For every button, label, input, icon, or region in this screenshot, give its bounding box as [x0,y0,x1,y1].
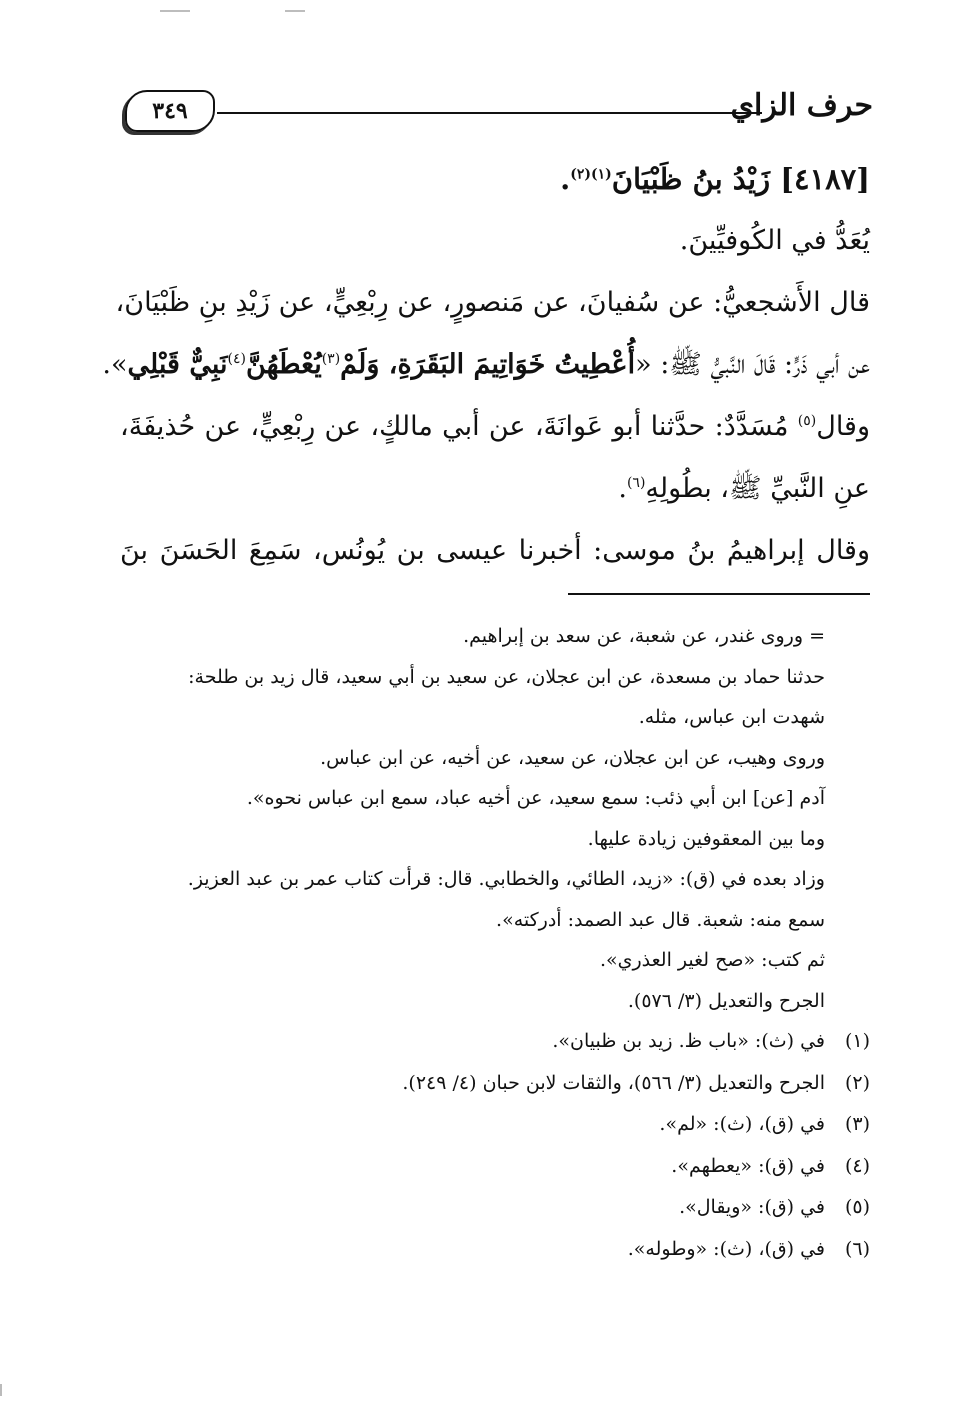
body-text-segment: يُعْطَهُنَّ [246,349,322,380]
footnote-continuation-line: سمع منه: شعبة. قال عبد الصمد: أدركته». [496,908,825,931]
main-text [102,148,870,582]
body-lines [102,210,870,582]
body-text-segment: عن أبي ذَرٍّ: قَالَ النَّبيُّ ﷺ: « [635,349,870,380]
footnote-continuation-line: حدثنا حماد بن مسعدة، عن ابن عجلان، عن سعيد بن أبي سعيد، قال زيد بن طلحة: [188,665,825,688]
footnotes-section [120,616,870,1270]
footnote-ref: (٤) [227,351,247,367]
entry-name-end: . [560,162,571,196]
entry-heading [120,148,870,210]
footnote-ref: (٦) [626,475,646,491]
body-text-segment: وقال [816,411,870,442]
footnote-continuation-line: ثم كتب: «صح لغير العذري». [599,949,825,971]
footnote [120,1021,870,1063]
footnote-continuation-line: الجرح والتعديل (٣/ ٥٧٦). [627,989,825,1012]
body-line [115,272,870,334]
body-line [102,334,870,396]
footnote-text: في (ث): «باب ظ. زيد بن ظبيان». [552,1030,825,1052]
footnote-ref: (٥) [797,413,817,429]
footnote [120,1146,870,1188]
footnote [120,1104,870,1146]
header-rule [217,112,762,114]
body-text-segment: . [618,473,627,504]
page-header [125,88,873,136]
footnote-continuation-line: = وروى غندر، عن شعبة، عن سعد بن إبراهيم. [463,625,825,647]
footnote-text: في (ق)، (ث): «لم». [659,1113,825,1135]
footnote-continuation-line: شهدت ابن عباس، مثله. [638,706,825,728]
body-line [120,458,870,520]
footnote-number: (١) [844,1030,870,1052]
scan-mark [160,10,190,12]
body-text-segment: أُعْطِيتُ خَوَاتِيمَ البَقَرَةِ، وَلَمْ [340,349,636,380]
body-text-segment: ». [102,349,128,380]
body-line [120,396,870,458]
body-text-segment: وقال إبراهيمُ بنُ موسى: أخبرنا عيسى بن يُونُس، سَمِعَ الحَسَنَ بنَ [120,535,870,566]
footnote-list [120,1021,870,1270]
footnote-continuation-line: وما بين المعقوفين زيادة عليها. [587,827,825,850]
body-line [120,210,870,272]
footnote-text: في (ق): «ويقال». [679,1196,825,1218]
footnote-text: الجرح والتعديل (٣/ ٥٦٦)، والثقات لابن حبان (٤/ ٢٤٩). [402,1071,825,1094]
footnote-number: (٦) [844,1237,870,1260]
footnote-number: (٢) [844,1071,870,1094]
footnote-separator [568,593,870,595]
footnote-continuation-line: آدم [عن] ابن أبي ذئب: سمع سعيد، عن أخيه عباد، سمع ابن عباس نحوه». [246,787,825,809]
footnote-continuation-line: وزاد بعده في (ق): «زيد، الطائي، والخطابي. قال: قرأت كتاب عمر بن عبد العزيز. [187,868,825,890]
page-number: ٣٤٩ [125,90,215,132]
footnote [120,1229,870,1271]
body-text-segment: عنِ النَّبيِّ ﷺ، بطُولِهِ [645,473,870,504]
footnote [120,1187,870,1229]
footnote-text: في (ق): «يعطهم». [671,1154,825,1177]
footnote [120,1063,870,1105]
footnote-continuation-line: وروى وهيب، عن ابن عجلان، عن سعيد، عن أخيه، عن ابن عباس. [320,746,825,769]
body-text-segment: يُعَدُّ في الكُوفيِّينَ. [679,225,870,256]
body-line [120,520,870,582]
footnote-continuation [120,616,870,1021]
chapter-title: حرف الزاي [730,88,873,123]
body-text-segment: مُسَدَّدٌ: حدَّثنا أبو عَوانَةَ، عن أبي مالكٍ، عن رِبْعِيٍّ، عن حُذيفَةَ، [120,411,798,442]
entry-footnote-refs: (١)(٢) [570,166,612,183]
entry-number: [٤١٨٧] [780,162,870,196]
footnote-text: في (ق)، (ث): «وطوله». [627,1237,825,1260]
scan-mark [285,10,305,12]
body-text-segment: نَبِيٌّ قَبْلِي [127,349,228,380]
entry-name: زَيْدُ بنُ ظَبْيَانَ [611,162,771,196]
footnote-number: (٣) [844,1113,870,1135]
footnote-number: (٥) [844,1196,870,1218]
scan-edge-mark [0,1384,2,1396]
footnote-number: (٤) [844,1154,870,1177]
footnote-ref: (٣) [321,351,341,367]
body-text-segment: قال الأَشجعيُّ: عن سُفيانَ، عن مَنصورٍ، عن رِبْعِيٍّ، عن زَيْدِ بنِ ظَبْيَانَ، [115,287,870,318]
